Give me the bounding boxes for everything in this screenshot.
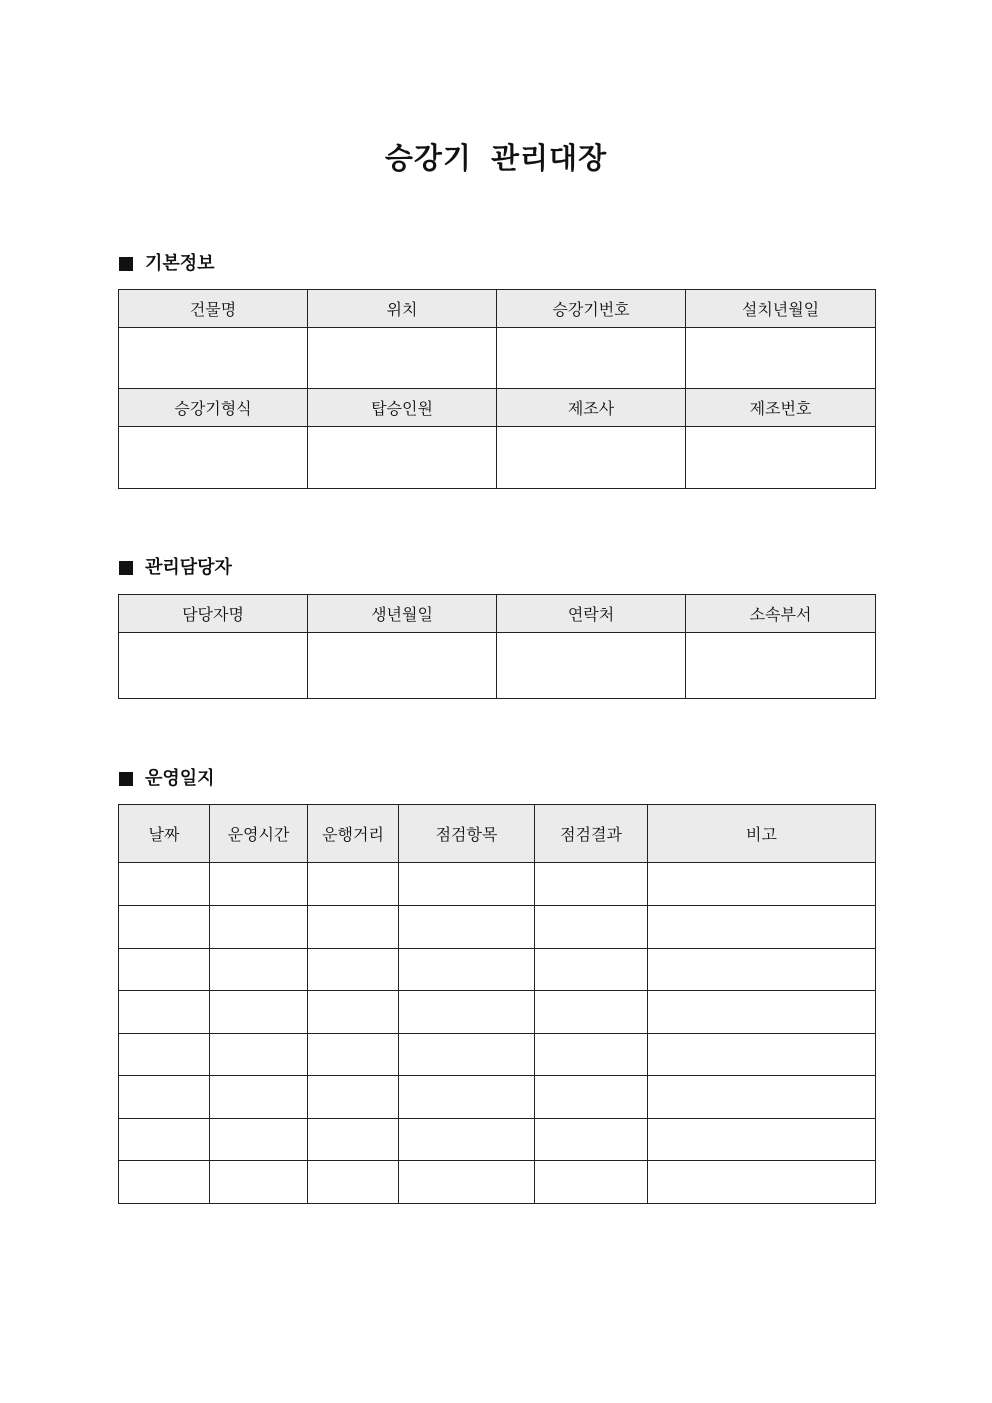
inspection-item-cell[interactable] bbox=[399, 906, 535, 949]
basic-info-header-row-2 bbox=[119, 389, 876, 427]
remarks-cell[interactable] bbox=[648, 863, 876, 906]
date-cell[interactable] bbox=[119, 1118, 210, 1161]
log-row bbox=[119, 863, 876, 906]
inspection-item-cell[interactable] bbox=[399, 948, 535, 991]
header-manufacturer: 제조사 bbox=[497, 389, 686, 427]
header-serial-number: 제조번호 bbox=[686, 389, 876, 427]
section-heading-label: 기본정보 bbox=[145, 253, 215, 274]
operation-time-cell[interactable] bbox=[210, 1161, 308, 1204]
travel-distance-cell[interactable] bbox=[308, 1161, 399, 1204]
basic-info-table bbox=[118, 289, 876, 489]
birth-date-field[interactable] bbox=[308, 633, 497, 699]
operation-time-cell[interactable] bbox=[210, 991, 308, 1034]
header-inspection-result: 점검결과 bbox=[535, 805, 648, 863]
travel-distance-cell[interactable] bbox=[308, 863, 399, 906]
inspection-result-cell[interactable] bbox=[535, 1118, 648, 1161]
operation-time-cell[interactable] bbox=[210, 1118, 308, 1161]
inspection-item-cell[interactable] bbox=[399, 991, 535, 1034]
operation-time-cell[interactable] bbox=[210, 906, 308, 949]
inspection-result-cell[interactable] bbox=[535, 1076, 648, 1119]
remarks-cell[interactable] bbox=[648, 906, 876, 949]
travel-distance-cell[interactable] bbox=[308, 1033, 399, 1076]
building-name-field[interactable] bbox=[119, 328, 308, 389]
remarks-cell[interactable] bbox=[648, 1161, 876, 1204]
section-heading-operation-log bbox=[119, 767, 215, 791]
operation-log-header-row bbox=[119, 805, 876, 863]
inspection-item-cell[interactable] bbox=[399, 863, 535, 906]
header-inspection-item: 점검항목 bbox=[399, 805, 535, 863]
travel-distance-cell[interactable] bbox=[308, 906, 399, 949]
header-travel-distance: 운행거리 bbox=[308, 805, 399, 863]
section-heading-label: 관리담당자 bbox=[145, 557, 232, 578]
inspection-result-cell[interactable] bbox=[535, 863, 648, 906]
date-cell[interactable] bbox=[119, 948, 210, 991]
remarks-cell[interactable] bbox=[648, 948, 876, 991]
section-heading-basic-info bbox=[119, 252, 215, 276]
date-cell[interactable] bbox=[119, 863, 210, 906]
elevator-number-field[interactable] bbox=[497, 328, 686, 389]
log-row bbox=[119, 1161, 876, 1204]
header-birth-date: 생년월일 bbox=[308, 595, 497, 633]
manager-table bbox=[118, 594, 876, 699]
remarks-cell[interactable] bbox=[648, 1033, 876, 1076]
serial-number-field[interactable] bbox=[686, 427, 876, 489]
header-remarks: 비고 bbox=[648, 805, 876, 863]
date-cell[interactable] bbox=[119, 1161, 210, 1204]
operation-log-table bbox=[118, 804, 876, 1204]
square-bullet-icon bbox=[119, 561, 133, 575]
inspection-item-cell[interactable] bbox=[399, 1033, 535, 1076]
location-field[interactable] bbox=[308, 328, 497, 389]
date-cell[interactable] bbox=[119, 991, 210, 1034]
log-row bbox=[119, 1033, 876, 1076]
elevator-type-field[interactable] bbox=[119, 427, 308, 489]
log-row bbox=[119, 991, 876, 1034]
operation-time-cell[interactable] bbox=[210, 1033, 308, 1076]
travel-distance-cell[interactable] bbox=[308, 948, 399, 991]
remarks-cell[interactable] bbox=[648, 1118, 876, 1161]
header-elevator-number: 승강기번호 bbox=[497, 290, 686, 328]
manager-value-row bbox=[119, 633, 876, 699]
inspection-result-cell[interactable] bbox=[535, 991, 648, 1034]
manager-name-field[interactable] bbox=[119, 633, 308, 699]
inspection-result-cell[interactable] bbox=[535, 1161, 648, 1204]
header-manager-name: 담당자명 bbox=[119, 595, 308, 633]
log-row bbox=[119, 1118, 876, 1161]
inspection-item-cell[interactable] bbox=[399, 1076, 535, 1119]
date-cell[interactable] bbox=[119, 906, 210, 949]
header-operation-time: 운영시간 bbox=[210, 805, 308, 863]
inspection-result-cell[interactable] bbox=[535, 948, 648, 991]
inspection-result-cell[interactable] bbox=[535, 906, 648, 949]
section-heading-manager bbox=[119, 556, 232, 580]
header-elevator-type: 승강기형식 bbox=[119, 389, 308, 427]
header-capacity: 탑승인원 bbox=[308, 389, 497, 427]
section-heading-label: 운영일지 bbox=[145, 768, 215, 789]
operation-time-cell[interactable] bbox=[210, 863, 308, 906]
travel-distance-cell[interactable] bbox=[308, 1118, 399, 1161]
travel-distance-cell[interactable] bbox=[308, 991, 399, 1034]
contact-field[interactable] bbox=[497, 633, 686, 699]
inspection-item-cell[interactable] bbox=[399, 1118, 535, 1161]
operation-time-cell[interactable] bbox=[210, 1076, 308, 1119]
log-row bbox=[119, 906, 876, 949]
square-bullet-icon bbox=[119, 772, 133, 786]
date-cell[interactable] bbox=[119, 1033, 210, 1076]
document-title: 승강기 관리대장 bbox=[384, 141, 608, 175]
basic-info-value-row-2 bbox=[119, 427, 876, 489]
basic-info-header-row-1 bbox=[119, 290, 876, 328]
date-cell[interactable] bbox=[119, 1076, 210, 1119]
travel-distance-cell[interactable] bbox=[308, 1076, 399, 1119]
operation-time-cell[interactable] bbox=[210, 948, 308, 991]
inspection-result-cell[interactable] bbox=[535, 1033, 648, 1076]
log-row bbox=[119, 948, 876, 991]
remarks-cell[interactable] bbox=[648, 991, 876, 1034]
log-row bbox=[119, 1076, 876, 1119]
inspection-item-cell[interactable] bbox=[399, 1161, 535, 1204]
manufacturer-field[interactable] bbox=[497, 427, 686, 489]
department-field[interactable] bbox=[686, 633, 876, 699]
header-location: 위치 bbox=[308, 290, 497, 328]
square-bullet-icon bbox=[119, 257, 133, 271]
install-date-field[interactable] bbox=[686, 328, 876, 389]
header-department: 소속부서 bbox=[686, 595, 876, 633]
basic-info-value-row-1 bbox=[119, 328, 876, 389]
remarks-cell[interactable] bbox=[648, 1076, 876, 1119]
header-building-name: 건물명 bbox=[119, 290, 308, 328]
header-date: 날짜 bbox=[119, 805, 210, 863]
header-install-date: 설치년월일 bbox=[686, 290, 876, 328]
manager-header-row bbox=[119, 595, 876, 633]
header-contact: 연락처 bbox=[497, 595, 686, 633]
capacity-field[interactable] bbox=[308, 427, 497, 489]
